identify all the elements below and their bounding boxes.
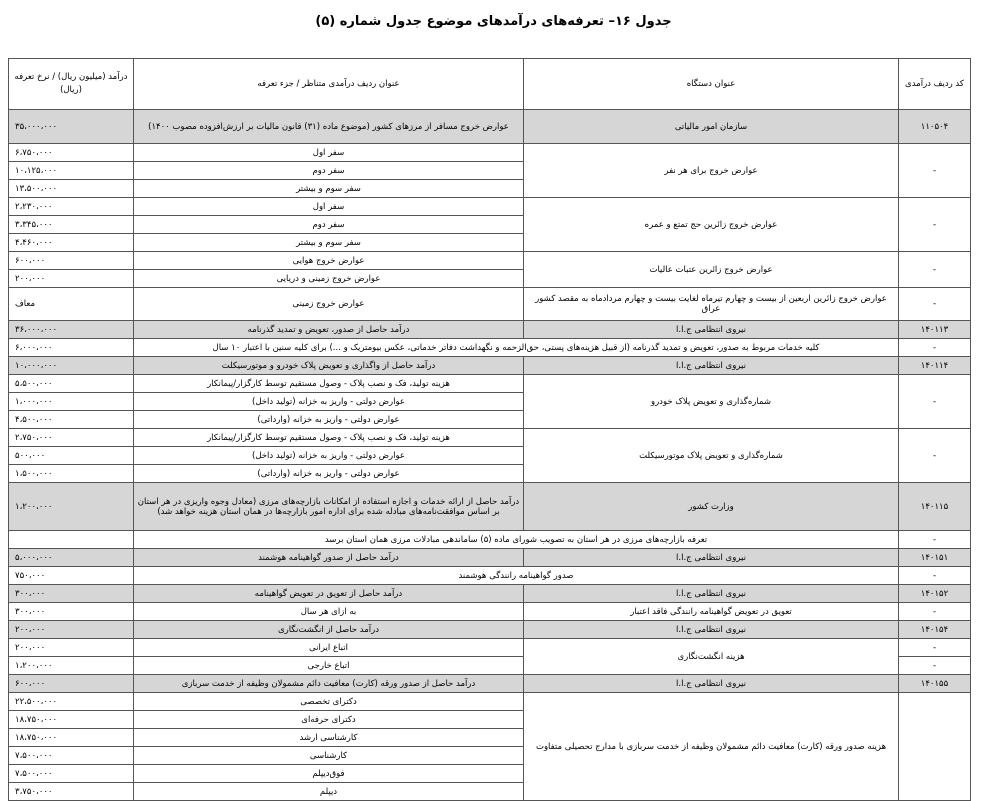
code-cell: - <box>899 429 971 483</box>
item-cell: عوارض دولتی - واریز به خزانه (تولید داخل) <box>134 447 524 465</box>
device-cell: سازمان امور مالیاتی <box>524 110 899 144</box>
table-row <box>9 585 971 603</box>
item-cell: درآمد حاصل از واگذاری و تعویض پلاک خودرو و موتورسیکلت <box>134 357 524 375</box>
device-cell: عوارض خروج زائرین اربعین از بیست و چهارم تیرماه لغایت بیست و چهارم مردادماه به مقصد کشور عراق <box>524 288 899 321</box>
item-cell: عوارض خروج زمینی <box>134 288 524 321</box>
amount-cell: ۱،۵۰۰،۰۰۰ <box>9 465 134 483</box>
table-row <box>9 321 971 339</box>
device-cell: شماره‌گذاری و تعویض پلاک خودرو <box>524 375 899 429</box>
amount-cell: ۶۰۰،۰۰۰ <box>9 675 134 693</box>
item-cell: سفر اول <box>134 198 524 216</box>
item-cell: درآمد حاصل از ارائه خدمات و اجازه استفاده از امکانات بازارچه‌های مرزی (معادل وجوه واریزی در هر استان بر اساس موافقت‌نامه‌های مبادله شده برای اداره امور بازارچه‌ها در همان استان هزینه خواهد شد) <box>134 483 524 531</box>
device-cell: هزینه انگشت‌نگاری <box>524 639 899 675</box>
amount-cell: ۱۸،۷۵۰،۰۰۰ <box>9 729 134 747</box>
device-cell: شماره‌گذاری و تعویض پلاک موتورسیکلت <box>524 429 899 483</box>
device-cell: نیروی انتظامی ج.ا.ا <box>524 549 899 567</box>
item-cell: دیپلم <box>134 783 524 801</box>
item-cell: عوارض خروج زمینی و دریایی <box>134 270 524 288</box>
header-code: کد ردیف درآمدی <box>899 59 971 110</box>
code-cell: - <box>899 144 971 198</box>
item-cell: دکترای تخصصی <box>134 693 524 711</box>
code-cell: ۱۱۰۵۰۴ <box>899 110 971 144</box>
item-cell: فوق‌دیپلم <box>134 765 524 783</box>
amount-cell: ۳،۷۵۰،۰۰۰ <box>9 783 134 801</box>
amount-cell: ۴،۴۶۰،۰۰۰ <box>9 234 134 252</box>
code-cell: - <box>899 288 971 321</box>
amount-cell: ۱۰،۰۰۰،۰۰۰ <box>9 357 134 375</box>
amount-cell: ۱،۰۰۰،۰۰۰ <box>9 393 134 411</box>
amount-cell: ۶،۰۰۰،۰۰۰ <box>9 339 134 357</box>
code-cell: - <box>899 252 971 288</box>
item-cell: دکترای حرفه‌ای <box>134 711 524 729</box>
device-cell: عوارض خروج زائرین حج تمتع و عمره <box>524 198 899 252</box>
amount-cell: ۵،۰۰۰،۰۰۰ <box>9 549 134 567</box>
amount-cell: ۳۶،۰۰۰،۰۰۰ <box>9 321 134 339</box>
code-cell: - <box>899 603 971 621</box>
item-cell: تعرفه بازارچه‌های مرزی در هر استان به تصویب شورای ماده (۵) ساماندهی مبادلات مرزی همان استان برسد <box>134 531 899 549</box>
item-cell: سفر دوم <box>134 162 524 180</box>
amount-cell: ۷،۵۰۰،۰۰۰ <box>9 765 134 783</box>
amount-cell: ۱۰،۱۲۵،۰۰۰ <box>9 162 134 180</box>
code-cell: - <box>899 375 971 429</box>
device-cell: نیروی انتظامی ج.ا.ا <box>524 357 899 375</box>
tariff-table <box>8 58 971 801</box>
item-cell: درآمد حاصل از صدور گواهینامه هوشمند <box>134 549 524 567</box>
code-cell: - <box>899 198 971 252</box>
amount-cell: ۵۰۰،۰۰۰ <box>9 447 134 465</box>
item-cell: هزینه تولید، فک و نصب پلاک - وصول مستقیم توسط کارگزار/پیمانکار <box>134 429 524 447</box>
item-cell: عوارض دولتی - واریز به خزانه (تولید داخل) <box>134 393 524 411</box>
item-cell: اتباع ایرانی <box>134 639 524 657</box>
item-cell: سفر سوم و بیشتر <box>134 234 524 252</box>
item-cell: کارشناسی <box>134 747 524 765</box>
code-cell: - <box>899 657 971 675</box>
item-cell: سفر اول <box>134 144 524 162</box>
device-cell: نیروی انتظامی ج.ا.ا <box>524 585 899 603</box>
item-cell: عوارض دولتی - واریز به خزانه (وارداتی) <box>134 411 524 429</box>
amount-cell: ۱۸،۷۵۰،۰۰۰ <box>9 711 134 729</box>
item-cell: هزینه تولید، فک و نصب پلاک - وصول مستقیم توسط کارگزار/پیمانکار <box>134 375 524 393</box>
item-cell: درآمد حاصل از تعویق در تعویض گواهینامه <box>134 585 524 603</box>
table-row <box>9 531 971 549</box>
table-row <box>9 144 971 162</box>
table-row <box>9 483 971 531</box>
amount-cell: ۲،۲۳۰،۰۰۰ <box>9 198 134 216</box>
header-item: عنوان ردیف درآمدی متناظر / جزء تعرفه <box>134 59 524 110</box>
code-cell <box>899 693 971 801</box>
device-cell: هزینه صدور ورقه (کارت) معافیت دائم مشمولان وظیفه از خدمت سربازی با مدارج تحصیلی متفاوت <box>524 693 899 801</box>
code-cell: ۱۴۰۱۱۴ <box>899 357 971 375</box>
amount-cell: ۷،۵۰۰،۰۰۰ <box>9 747 134 765</box>
device-cell: نیروی انتظامی ج.ا.ا <box>524 675 899 693</box>
code-cell: - <box>899 639 971 657</box>
amount-cell: ۶۰۰،۰۰۰ <box>9 252 134 270</box>
code-cell: ۱۴۰۱۵۵ <box>899 675 971 693</box>
amount-cell: ۴،۵۰۰،۰۰۰ <box>9 411 134 429</box>
amount-cell: ۱،۲۰۰،۰۰۰ <box>9 483 134 531</box>
item-cell: عوارض دولتی - واریز به خزانه (وارداتی) <box>134 465 524 483</box>
item-cell: سفر سوم و بیشتر <box>134 180 524 198</box>
table-row <box>9 567 971 585</box>
table-row <box>9 110 971 144</box>
code-cell: - <box>899 531 971 549</box>
code-cell: - <box>899 567 971 585</box>
amount-cell: ۳۰۰،۰۰۰ <box>9 585 134 603</box>
item-cell: صدور گواهینامه رانندگی هوشمند <box>134 567 899 585</box>
code-cell: ۱۴۰۱۵۱ <box>899 549 971 567</box>
table-row <box>9 675 971 693</box>
item-cell: سفر دوم <box>134 216 524 234</box>
table-row <box>9 288 971 321</box>
item-cell: عوارض خروج مسافر از مرزهای کشور (موضوع ماده (۳۱) قانون مالیات بر ارزش‌افزوده مصوب ۱۴۰۰) <box>134 110 524 144</box>
code-cell: ۱۴۰۱۱۳ <box>899 321 971 339</box>
item-cell: عوارض خروج هوایی <box>134 252 524 270</box>
table-row <box>9 429 971 447</box>
item-cell: درآمد حاصل از صدور، تعویض و تمدید گذرنامه <box>134 321 524 339</box>
table-row <box>9 339 971 357</box>
item-cell: کلیه خدمات مربوط به صدور، تعویض و تمدید گذرنامه (از قبیل هزینه‌های پستی، حق‌الزحمه و نگهداشت دفاتر خدماتی، عکس بیومتریک و ...) برای کلیه سنین با اعتبار ۱۰ سال <box>134 339 899 357</box>
device-cell: عوارض خروج زائرین عتبات عالیات <box>524 252 899 288</box>
code-cell: ۱۴۰۱۵۴ <box>899 621 971 639</box>
table-row <box>9 252 971 270</box>
code-cell: - <box>899 339 971 357</box>
amount-cell: ۳،۳۴۵،۰۰۰ <box>9 216 134 234</box>
table-title: جدول ۱۶– تعرفه‌های درآمدهای موضوع جدول شماره (۵) <box>315 14 672 29</box>
amount-cell: ۲،۷۵۰،۰۰۰ <box>9 429 134 447</box>
header-amount: درآمد (میلیون ریال) / نرخ تعرفه (ریال) <box>9 59 134 110</box>
amount-cell: ۲۰۰،۰۰۰ <box>9 270 134 288</box>
table-row <box>9 639 971 657</box>
table-row <box>9 357 971 375</box>
table-row <box>9 375 971 393</box>
device-cell: تعویق در تعویض گواهینامه رانندگی فاقد اعتبار <box>524 603 899 621</box>
code-cell: ۱۴۰۱۵۲ <box>899 585 971 603</box>
code-cell: ۱۴۰۱۱۵ <box>899 483 971 531</box>
amount-cell: ۲۲،۵۰۰،۰۰۰ <box>9 693 134 711</box>
header-device: عنوان دستگاه <box>524 59 899 110</box>
table-row <box>9 621 971 639</box>
amount-cell: ۶،۷۵۰،۰۰۰ <box>9 144 134 162</box>
table-row <box>9 198 971 216</box>
amount-cell <box>9 531 134 549</box>
amount-cell: ۲۰۰،۰۰۰ <box>9 621 134 639</box>
amount-cell: ۷۵۰،۰۰۰ <box>9 567 134 585</box>
item-cell: درآمد حاصل از صدور ورقه (کارت) معافیت دائم مشمولان وظیفه از خدمت سربازی <box>134 675 524 693</box>
device-cell: عوارض خروج برای هر نفر <box>524 144 899 198</box>
device-cell: نیروی انتظامی ج.ا.ا <box>524 621 899 639</box>
amount-cell: ۲۰۰،۰۰۰ <box>9 639 134 657</box>
amount-cell: ۱،۲۰۰،۰۰۰ <box>9 657 134 675</box>
table-row <box>9 603 971 621</box>
amount-cell: ۳۰۰،۰۰۰ <box>9 603 134 621</box>
device-cell: نیروی انتظامی ج.ا.ا <box>524 321 899 339</box>
amount-cell: ۱۳،۵۰۰،۰۰۰ <box>9 180 134 198</box>
item-cell: به ازای هر سال <box>134 603 524 621</box>
amount-cell: ۵،۵۰۰،۰۰۰ <box>9 375 134 393</box>
table-row <box>9 693 971 711</box>
item-cell: درآمد حاصل از انگشت‌نگاری <box>134 621 524 639</box>
table-row <box>9 549 971 567</box>
device-cell: وزارت کشور <box>524 483 899 531</box>
amount-cell: ۳۵،۰۰۰،۰۰۰ <box>9 110 134 144</box>
item-cell: اتباع خارجی <box>134 657 524 675</box>
amount-cell: معاف <box>9 288 134 321</box>
header-row <box>9 59 971 110</box>
item-cell: کارشناسی ارشد <box>134 729 524 747</box>
